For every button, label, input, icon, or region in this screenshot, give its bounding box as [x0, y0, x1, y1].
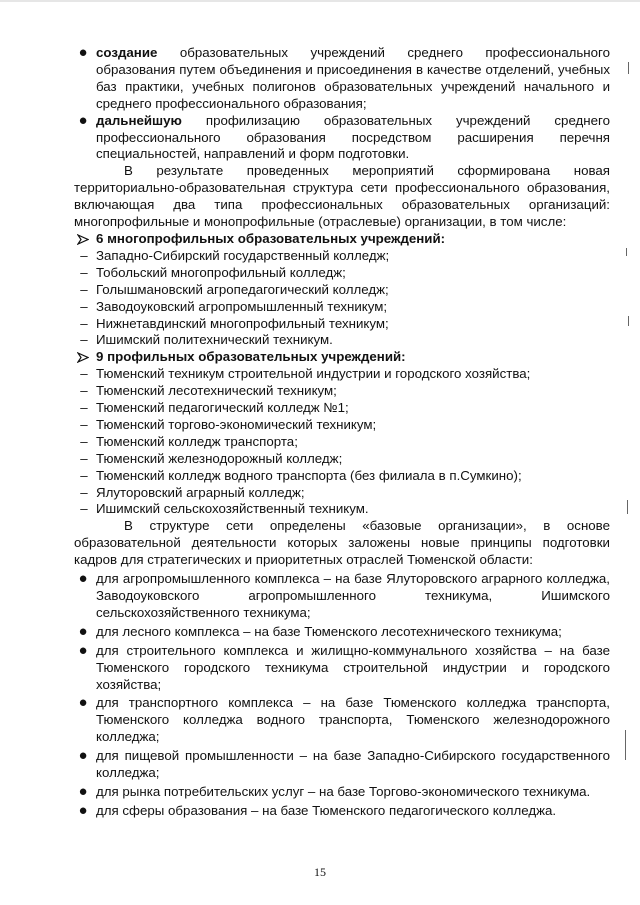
bullet-icon: ● [78, 747, 88, 765]
dash-icon: – [80, 467, 88, 483]
paragraph: В структуре сети определены «базовые организации», в основе образовательной деятельности которых заложены новые принципы подготовки кадров для стратегических и приоритетных отраслей Тюменской области: [74, 518, 610, 568]
dash-icon: – [80, 298, 88, 314]
arrow-right-icon [77, 349, 91, 363]
list-item-text: образовательных учреждений среднего профессионального образования путем объединения и присоединения в качестве отделений, учебных баз практики, учебных полигонов образовательных учреждений начального и среднего профессионального образования; [96, 45, 610, 111]
list-item: ● для лесного комплекса – на базе Тюменского лесотехнического техникума; [96, 624, 610, 641]
scan-top-edge [0, 0, 640, 2]
list-item: – Ишимский политехнический техникум. [96, 332, 610, 349]
group-heading: 9 профильных образовательных учреждений: [96, 349, 610, 366]
dash-icon: – [80, 366, 88, 382]
scan-speck [627, 500, 628, 514]
dash-icon: – [80, 501, 88, 517]
list-item: ● для сферы образования – на базе Тюменского педагогического колледжа. [96, 803, 610, 820]
list-item [78, 111, 610, 164]
bullet-icon: ● [78, 570, 88, 588]
scan-speck [628, 62, 629, 74]
list-item: – Нижнетавдинский многопрофильный техникум; [96, 316, 610, 333]
dash-icon: – [80, 264, 88, 280]
dash-icon: – [80, 400, 88, 416]
list-item: – Ялуторовский аграрный колледж; [96, 485, 610, 502]
dash-icon: – [80, 332, 88, 348]
list-item: – Тобольский многопрофильный колледж; [96, 265, 610, 282]
list-item: ● для рынка потребительских услуг – на базе Торгово-экономического техникума. [96, 784, 610, 801]
group-multiprofile [80, 230, 610, 349]
list-item: – Ишимский сельскохозяйственный техникум. [96, 501, 610, 518]
group-profile [80, 349, 610, 518]
bullet-icon: ● [78, 622, 88, 640]
list-item: – Тюменский колледж транспорта; [96, 434, 610, 451]
dash-icon: – [80, 433, 88, 449]
dash-icon: – [80, 247, 88, 263]
paragraph: В результате проведенных мероприятий сформирована новая территориально-образовательная структура сети профессионального образования, включающая два типа профессиональных образовательных организаций: многопрофильные и монопрофильные (отраслевые) организации, в том числе: [74, 163, 610, 230]
bullet-icon: ● [78, 641, 88, 659]
bullet-icon: ● [78, 782, 88, 800]
dash-icon: – [80, 383, 88, 399]
bold-term: создание [96, 45, 158, 60]
list-item-text: профилизацию образовательных учреждений среднего профессионального образования посредством расширения перечня специальностей, направлений и форм подготовки. [96, 112, 610, 162]
bullet-icon: ● [78, 694, 88, 712]
list-item: – Заводоуковский агропромышленный техникум; [96, 299, 610, 316]
list-item: – Тюменский техникум строительной индустрии и городского хозяйства; [96, 366, 610, 383]
list-item: ● для пищевой промышленности – на базе Западно-Сибирского государственного колледжа; [96, 748, 610, 782]
list-item: – Тюменский лесотехнический техникум; [96, 383, 610, 400]
list-item: – Тюменский педагогический колледж №1; [96, 400, 610, 417]
arrow-right-icon [77, 231, 91, 245]
list-item: – Голышмановский агропедагогический колледж; [96, 282, 610, 299]
dash-icon: – [80, 315, 88, 331]
base-organizations-list [78, 570, 610, 820]
dash-icon: – [80, 281, 88, 297]
page-number: 15 [314, 865, 326, 879]
bullet-icon: ● [78, 801, 88, 819]
bullet-icon: ● [78, 111, 88, 129]
list-item: ● для строительного комплекса и жилищно-коммунального хозяйства – на базе Тюменского городского техникума строительной индустрии и городского хозяйства; [96, 643, 610, 694]
list-item: – Западно-Сибирский государственный колледж; [96, 248, 610, 265]
dash-icon: – [80, 450, 88, 466]
list-item: ● для транспортного комплекса – на базе Тюменского колледжа транспорта, Тюменского колледжа водного транспорта, Тюменского железнодорожного колледжа; [96, 695, 610, 746]
list-item [78, 44, 610, 113]
intro-bullet-list [78, 44, 610, 163]
list-item: – Тюменский колледж водного транспорта (без филиала в п.Сумкино); [96, 468, 610, 485]
group-heading: 6 многопрофильных образовательных учреждений: [96, 231, 610, 248]
bullet-icon: ● [78, 44, 88, 61]
list-item: ● для агропромышленного комплекса – на базе Ялуторовского аграрного колледжа, Заводоуковского агропромышленного техникума, Ишимского сельскохозяйственного техникума; [96, 571, 610, 622]
bold-term: дальнейшую [96, 112, 182, 128]
scan-speck [625, 730, 626, 760]
list-item: – Тюменский железнодорожный колледж; [96, 451, 610, 468]
list-item: – Тюменский торгово-экономический техникум; [96, 417, 610, 434]
dash-icon: – [80, 484, 88, 500]
scan-speck [628, 316, 629, 326]
dash-icon: – [80, 416, 88, 432]
scan-speck [626, 248, 627, 256]
document-page [74, 44, 610, 820]
